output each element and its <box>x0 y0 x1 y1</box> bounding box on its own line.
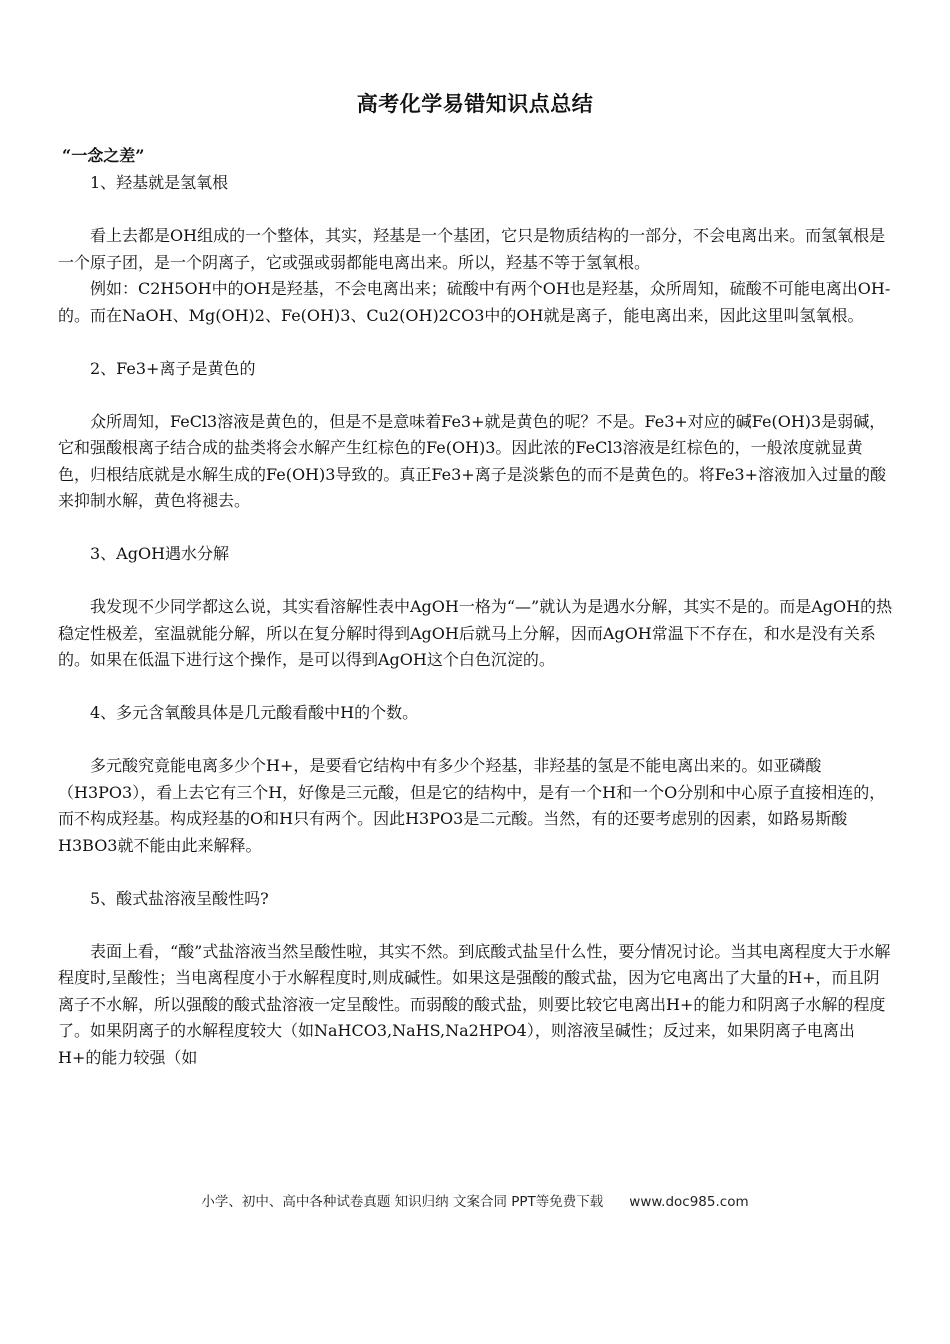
section-paragraph: 我发现不少同学都这么说，其实看溶解性表中AgOH一格为“—”就认为是遇水分解，其实不是的。而是AgOH的热稳定性极差，室温就能分解，所以在复分解时得到AgOH后就马上分解，因而AgOH常温下不存在，和水是没有关系的。如果在低温下进行这个操作，是可以得到AgOH这个白色沉淀的。 <box>58 597 893 669</box>
document-subtitle: “一念之差” <box>62 146 145 165</box>
document-body <box>58 170 894 1071</box>
section-paragraph: 看上去都是OH组成的一个整体，其实，羟基是一个基团，它只是物质结构的一部分，不会电离出来。而氢氧根是一个原子团，是一个阴离子，它或强或弱都能电离出来。所以，羟基不等于氢氧根。 <box>58 226 886 272</box>
footer-url[interactable]: www.doc985.com <box>629 1194 749 1210</box>
section-paragraph: 多元酸究竟能电离多少个H+，是要看它结构中有多少个羟基，非羟基的氢是不能电离出来的。如亚磷酸（H3PO3），看上去它有三个H，好像是三元酸，但是它的结构中，是有一个H和一个O分别和中心原子直接相连的，而不构成羟基。构成羟基的O和H只有两个。因此H3PO3是二元酸。当然，有的还要考虑别的因素，如路易斯酸H3BO3就不能由此来解释。 <box>58 756 886 855</box>
document-title: 高考化学易错知识点总结 <box>356 91 594 116</box>
section-paragraph: 表面上看，“酸”式盐溶液当然呈酸性啦，其实不然。到底酸式盐呈什么性，要分情况讨论。当其电离程度大于水解程度时,呈酸性；当电离程度小于水解程度时,则成碱性。如果这是强酸的酸式盐，因为它电离出了大量的H+，而且阴离子不水解，所以强酸的酸式盐溶液一定呈酸性。而弱酸的酸式盐，则要比较它电离出H+的能力和阴离子水解的程度了。如果阴离子的水解程度较大（如NaHCO3,NaHS,Na2HPO4），则溶液呈碱性；反过来，如果阴离子电离出H+的能力较强（如 <box>58 941 891 1067</box>
section-paragraph: 例如：C2H5OH中的OH是羟基，不会电离出来；硫酸中有两个OH也是羟基，众所周知，硫酸不可能电离出OH-的。而在NaOH、Mg(OH)2、Fe(OH)3、Cu2(OH)2CO3中的OH就是离子，能电离出来，因此这里叫氢氧根。 <box>58 279 891 325</box>
section-heading: 3、AgOH遇水分解 <box>90 544 230 563</box>
footer-text: 小学、初中、高中各种试卷真题 知识归纳 文案合同 PPT等免费下载 <box>201 1194 604 1210</box>
section-heading: 4、多元含氧酸具体是几元酸看酸中H的个数。 <box>90 703 419 722</box>
section-heading: 2、Fe3+离子是黄色的 <box>90 358 256 378</box>
section-heading: 1、羟基就是氢氧根 <box>90 173 229 192</box>
page-footer <box>0 1190 950 1210</box>
section-heading: 5、酸式盐溶液呈酸性吗? <box>90 888 269 908</box>
section-paragraph: 众所周知，FeCl3溶液是黄色的，但是不是意味着Fe3+就是黄色的呢？不是。Fe3+对应的碱Fe(OH)3是弱碱，它和强酸根离子结合成的盐类将会水解产生红棕色的Fe(OH)3。因此浓的FeCl3溶液是红棕色的，一般浓度就显黄色，归根结底就是水解生成的Fe(OH)3导致的。真正Fe3+离子是淡紫色的而不是黄色的。将Fe3+溶液加入过量的酸来抑制水解，黄色将褪去。 <box>58 411 886 510</box>
